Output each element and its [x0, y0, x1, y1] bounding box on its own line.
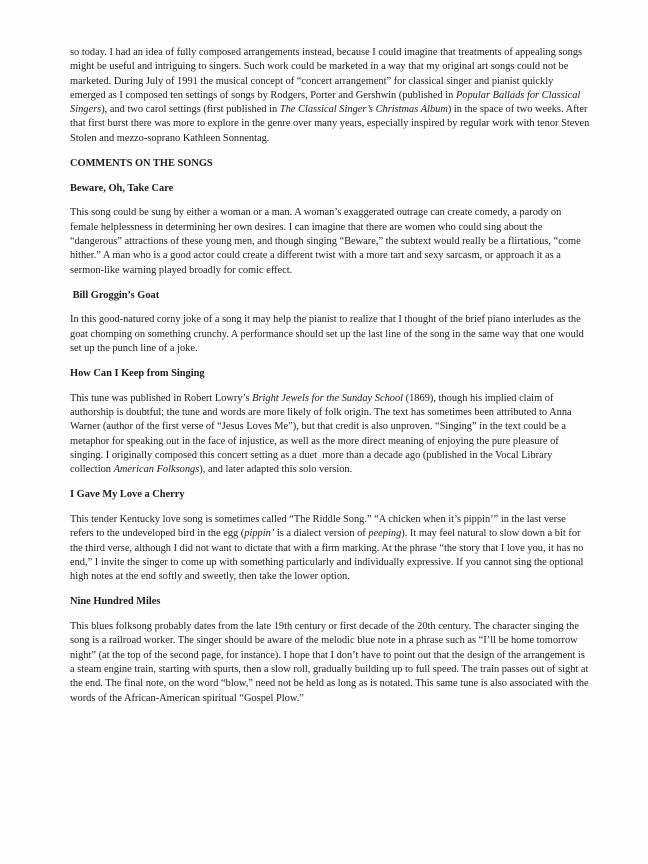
song-title-how-can-i-keep-from-singing: How Can I Keep from Singing	[70, 367, 205, 379]
song-title-bill-groggins-goat: Bill Groggin’s Goat	[70, 289, 160, 301]
song-comment-i-gave-my-love-a-cherry: This tender Kentucky love song is sometimes called “The Riddle Song.” “A chicken when it’s pippin’” in the last verse refers to the undeveloped bird in the egg (pippin’ is a dialect version of peeping). It may feel natural to slow down a bit for the third verse, although I did not want to dictate that with a firm marking. At the phrase “the story that I love you, it has no end,” I invite the singer to come up with something particularly and individually expressive. If you cannot sing the optional high notes at the end softly and sweetly, then take the lower option.	[70, 514, 586, 583]
song-comment-how-can-i-keep-from-singing: This tune was published in Robert Lowry’s Bright Jewels for the Sunday School (1869), though his implied claim of authorship is doubtful; the tune and words are more likely of folk origin. The text has sometimes been attributed to Anna Warner (author of the first verse of “Jesus Loves Me”), but that credit is also unproven. “Singing” in the text could be a metaphor for speaking out in the face of injustice, as well as the more direct meaning of enjoying the pure pleasure of singing. I originally composed this concert setting as a duet more than a decade ago (published in the Vocal Library collection American Folksongs), and later adapted this solo version.	[70, 392, 575, 476]
section-heading: COMMENTS ON THE SONGS	[70, 157, 213, 169]
intro-paragraph: so today. I had an idea of fully composed arrangements instead, because I could imagine that treatments of appealing songs might be useful and intriguing to singers. Such work could be marketed in a way that my original art songs could not be marketed. During July of 1991 the musical concept of “concert arrangement” for classical singer and pianist quickly emerged as I composed ten settings of songs by Rodgers, Porter and Gershwin (published in Popular Ballads for Classical Singers), and two carol settings (first published in The Classical Singer’s Christmas Album) in the space of two weeks. After that first burst there was more to explore in the genre over many years, especially inspired by regular work with tenor Steven Stolen and mezzo-soprano Kathleen Sonnentag.	[70, 47, 592, 144]
song-title-nine-hundred-miles: Nine Hundred Miles	[70, 596, 161, 608]
song-comment-nine-hundred-miles: This blues folksong probably dates from the late 19th century or first decade of the 20th century. The character singing the song is a railroad worker. The singer should be aware of the melodic blue note in a phrase such as “I’ll be home tomorrow night” (at the top of the second page, for instance). I hope that I don’t have to point out that the design of the arrangement is a steam engine train, starting with spurts, then a slow roll, gradually building up to full speed. The train passes out of sight at the end. The final note, on the word “blow,” need not be held as long as is notated. This same tune is also associated with the words of the African-American spiritual “Gospel Plow.”	[70, 621, 592, 704]
song-title-beware-oh-take-care: Beware, Oh, Take Care	[70, 182, 174, 194]
song-comment-bill-groggins-goat: In this good-natured corny joke of a song it may help the pianist to realize that I thought of the brief piano interludes as the goat chomping on something crunchy. A performance should set up the last line of the song in the same way that one would set up the punch line of a joke.	[70, 314, 587, 355]
song-comment-beware-oh-take-care: This song could be sung by either a woman or a man. A woman’s exaggerated outrage can create comedy, a parody on female helplessness in determining her own desires. I can imagine that there are women who could sing about the “dangerous” attractions of these young men, and though singing “Beware,” the subtext would really be a flirtatious, “come hither.” A man who is a good actor could create a different twist with a more tart and sexy sarcasm, or approach it as a sermon-like warning played broadly for comic effect.	[70, 207, 584, 276]
song-title-i-gave-my-love-a-cherry: I Gave My Love a Cherry	[70, 489, 185, 501]
